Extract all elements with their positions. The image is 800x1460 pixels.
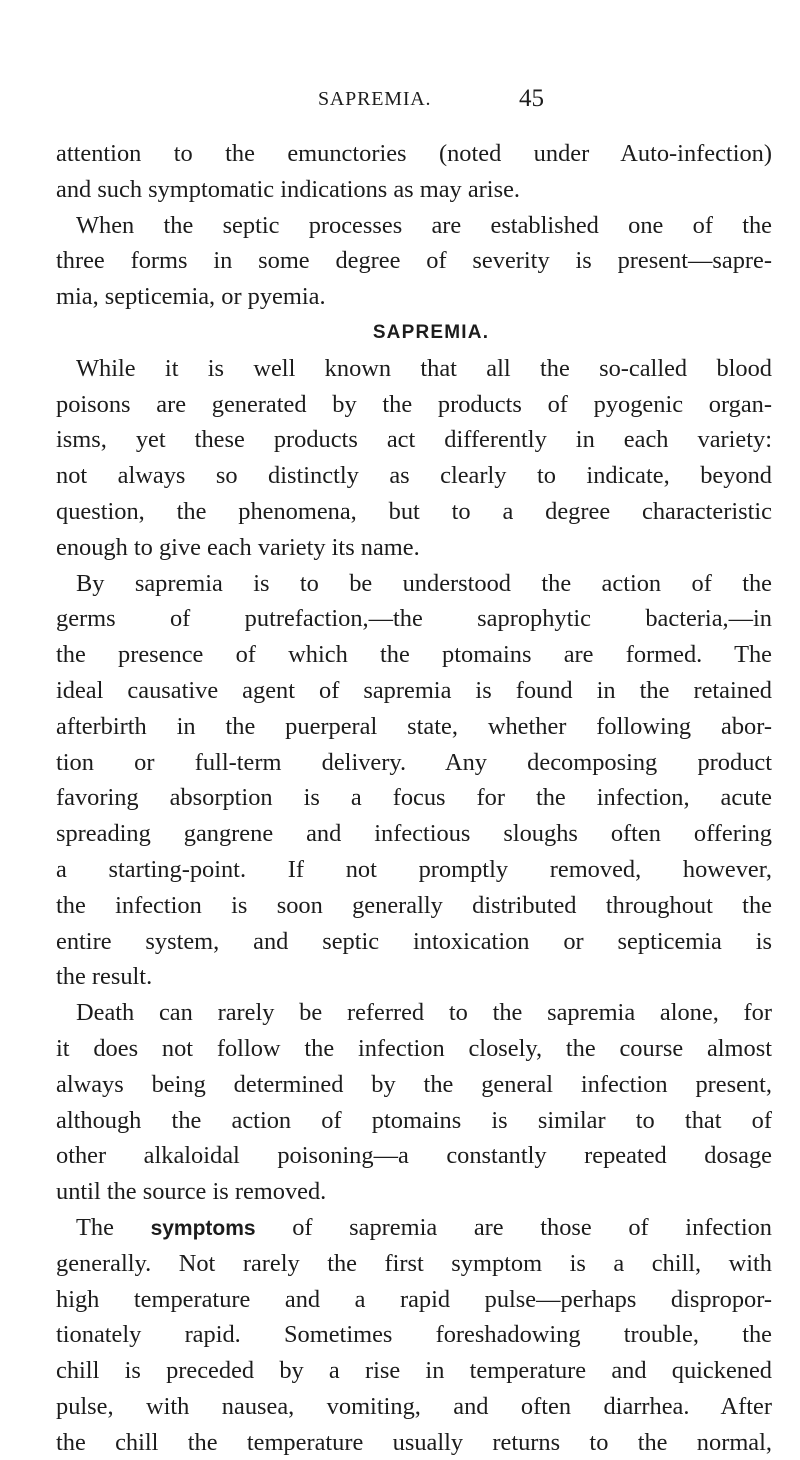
text-line: generally. Not rarely the first symptom is a chill, with (56, 1249, 772, 1277)
text-line: isms, yet these products act differently in each variety: (56, 426, 772, 454)
text-line: until the source is removed. (56, 1178, 327, 1206)
text-line: other alkaloidal poisoning—a constantly repeated dosage (56, 1142, 772, 1170)
text-line: attention to the emunctories (noted under Auto-infection) (56, 140, 772, 167)
text-line: although the action of ptomains is similar to that of (56, 1106, 772, 1134)
text-line: tion or full-term delivery. Any decomposing product (56, 748, 772, 776)
text-line: poisons are generated by the products of pyogenic organ- (56, 390, 772, 418)
text-fragment: of sapremia are those of infection (255, 1213, 772, 1241)
text-line: favoring absorption is a focus for the infection, acute (56, 784, 772, 812)
text-line: the chill the temperature usually returns to the normal, (56, 1428, 772, 1456)
text-fragment: The (76, 1213, 151, 1241)
text-line: it does not follow the infection closely, the course almost (56, 1034, 772, 1062)
text-line: a starting-point. If not promptly removed, however, (56, 855, 772, 883)
text-line: high temperature and a rapid pulse—perhaps dispropor- (56, 1285, 772, 1313)
text-line: While it is well known that all the so-called blood (76, 354, 772, 382)
text-line: question, the phenomena, but to a degree characteristic (56, 497, 772, 525)
text-line: the infection is soon generally distributed throughout the (56, 891, 772, 919)
text-line: entire system, and septic intoxication or septicemia is (56, 927, 772, 955)
text-line: afterbirth in the puerperal state, whether following abor- (56, 712, 772, 740)
body-text (56, 136, 772, 1460)
running-title: SAPREMIA. (318, 88, 432, 110)
text-line: germs of putrefaction,—the saprophytic bacteria,—in (56, 605, 772, 633)
running-head (318, 85, 758, 118)
emphasized-term: symptoms (150, 1216, 256, 1240)
page-number: 45 (519, 85, 544, 112)
text-line: and such symptomatic indications as may arise. (56, 175, 520, 203)
text-line: spreading gangrene and infectious sloughs often offering (56, 820, 772, 848)
text-line: the result. (56, 963, 153, 991)
text-line: pulse, with nausea, vomiting, and often diarrhea. After (56, 1392, 772, 1420)
text-line: mia, septicemia, or pyemia. (56, 283, 326, 311)
text-line: enough to give each variety its name. (56, 533, 420, 561)
text-line: the presence of which the ptomains are formed. The (56, 641, 772, 669)
text-line: Death can rarely be referred to the sapremia alone, for (76, 999, 772, 1027)
text-line: chill is preceded by a rise in temperature and quickened (56, 1357, 772, 1385)
text-line: tionately rapid. Sometimes foreshadowing trouble, the (56, 1321, 772, 1349)
text-line: always being determined by the general infection present, (56, 1070, 772, 1098)
text-line: When the septic processes are established one of the (76, 211, 772, 239)
text-line: three forms in some degree of severity is present—sapre- (56, 247, 772, 275)
text-line: By sapremia is to be understood the action of the (76, 569, 772, 597)
text-line (56, 1210, 772, 1246)
text-line: not always so distinctly as clearly to indicate, beyond (56, 462, 772, 490)
text-line: ideal causative agent of sapremia is found in the retained (56, 676, 772, 704)
section-heading: SAPREMIA. (372, 321, 490, 343)
